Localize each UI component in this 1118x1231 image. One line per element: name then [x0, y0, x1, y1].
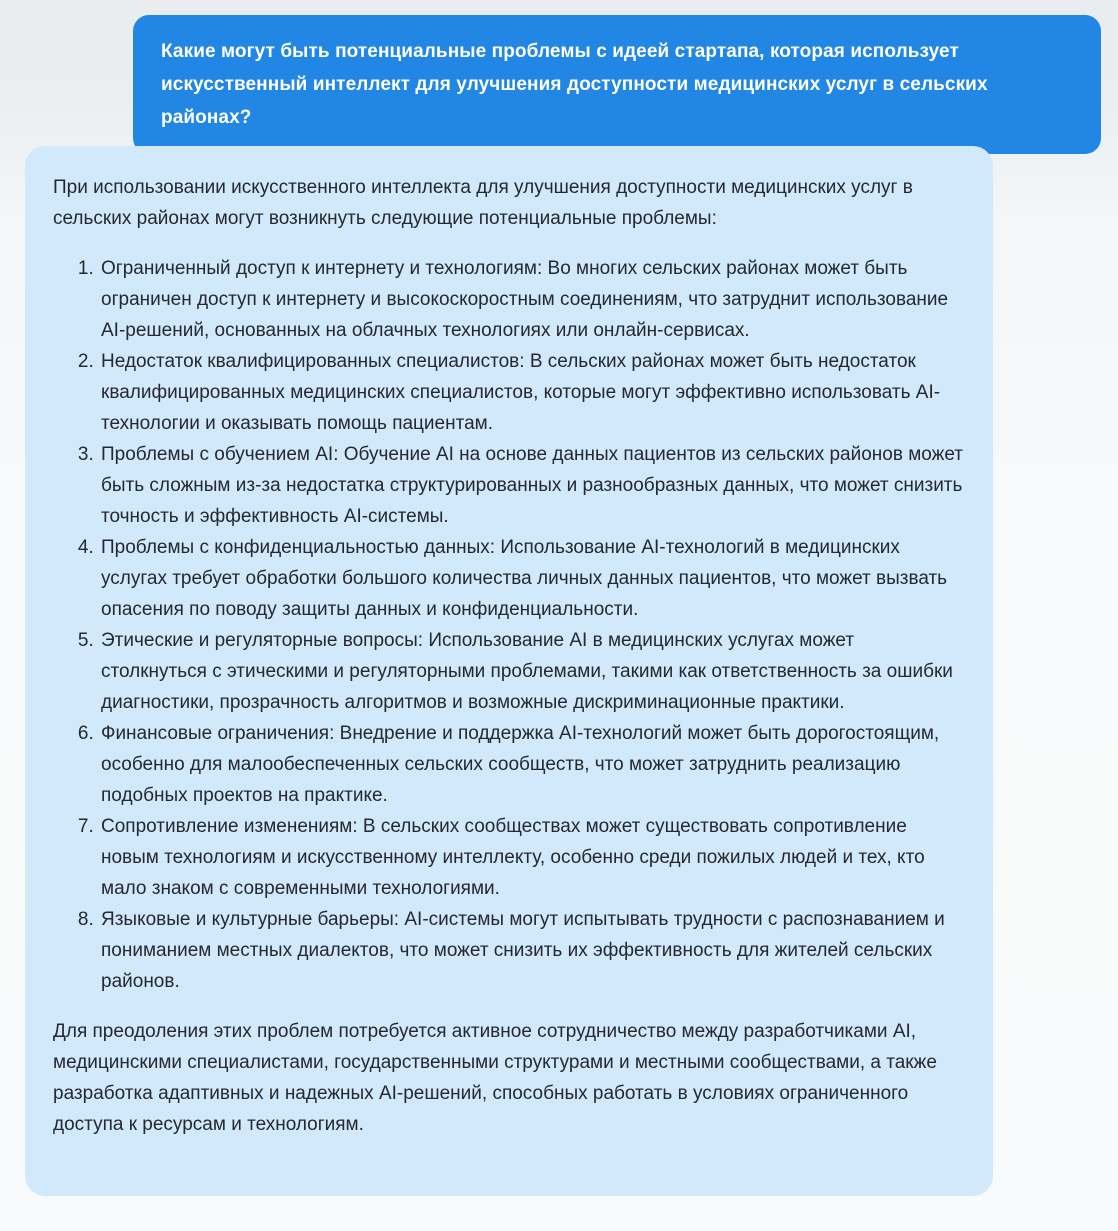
- user-message-bubble: [133, 15, 1101, 154]
- assistant-closing-paragraph: Для преодоления этих проблем потребуется активное сотрудничество между разработчиками AI, медицинскими специалистами, государственными структурами и местными сообществами, а также разработка адаптивных и надежных AI-решений, способных работать в условиях ограниченного доступа к ресурсам и технологиям.: [53, 1021, 937, 1135]
- problem-item-5: 5. Этические и регуляторные вопросы: Использование AI в медицинских услугах может столкнуться с этическими и регуляторными проблемами, такими как ответственность за ошибки диагностики, прозрачность алгоритмов и возможные дискриминационные практики.: [99, 625, 963, 718]
- problems-list: [53, 253, 963, 997]
- problem-item-6: 6. Финансовые ограничения: Внедрение и поддержка AI-технологий может быть дорогостоящим, особенно для малообеспеченных сельских сообществ, что может затруднить реализацию подобных проектов на практике.: [99, 718, 963, 811]
- problem-item-1: 1. Ограниченный доступ к интернету и технологиям: Во многих сельских районах может быть ограничен доступ к интернету и высокоскоростным соединениям, что затруднит использование AI-решений, основанных на облачных технологиях или онлайн-сервисах.: [99, 253, 963, 346]
- user-message-text: Какие могут быть потенциальные проблемы с идеей стартапа, которая использует искусственный интеллект для улучшения доступности медицинских услуг в сельских районах?: [161, 41, 988, 128]
- problem-item-7: 7. Сопротивление изменениям: В сельских сообществах может существовать сопротивление новым технологиям и искусственному интеллекту, особенно среди пожилых людей и тех, кто мало знаком с современными технологиями.: [99, 811, 963, 904]
- problem-item-4: 4. Проблемы с конфиденциальностью данных: Использование AI-технологий в медицинских услугах требует обработки большого количества личных данных пациентов, что может вызвать опасения по поводу защиты данных и конфиденциальности.: [99, 532, 963, 625]
- assistant-intro-paragraph: При использовании искусственного интеллекта для улучшения доступности медицинских услуг в сельских районах могут возникнуть следующие потенциальные проблемы:: [53, 177, 913, 229]
- assistant-message-bubble: [25, 146, 993, 1196]
- problem-item-3: 3. Проблемы с обучением AI: Обучение AI на основе данных пациентов из сельских районов может быть сложным из-за недостатка структурированных и разнообразных данных, что может снизить точность и эффективность AI-системы.: [99, 439, 963, 532]
- problem-item-2: 2. Недостаток квалифицированных специалистов: В сельских районах может быть недостаток квалифицированных медицинских специалистов, которые могут эффективно использовать AI-технологии и оказывать помощь пациентам.: [99, 346, 963, 439]
- problem-item-8: 8. Языковые и культурные барьеры: AI-системы могут испытывать трудности с распознаванием и пониманием местных диалектов, что может снизить их эффективность для жителей сельских районов.: [99, 904, 963, 997]
